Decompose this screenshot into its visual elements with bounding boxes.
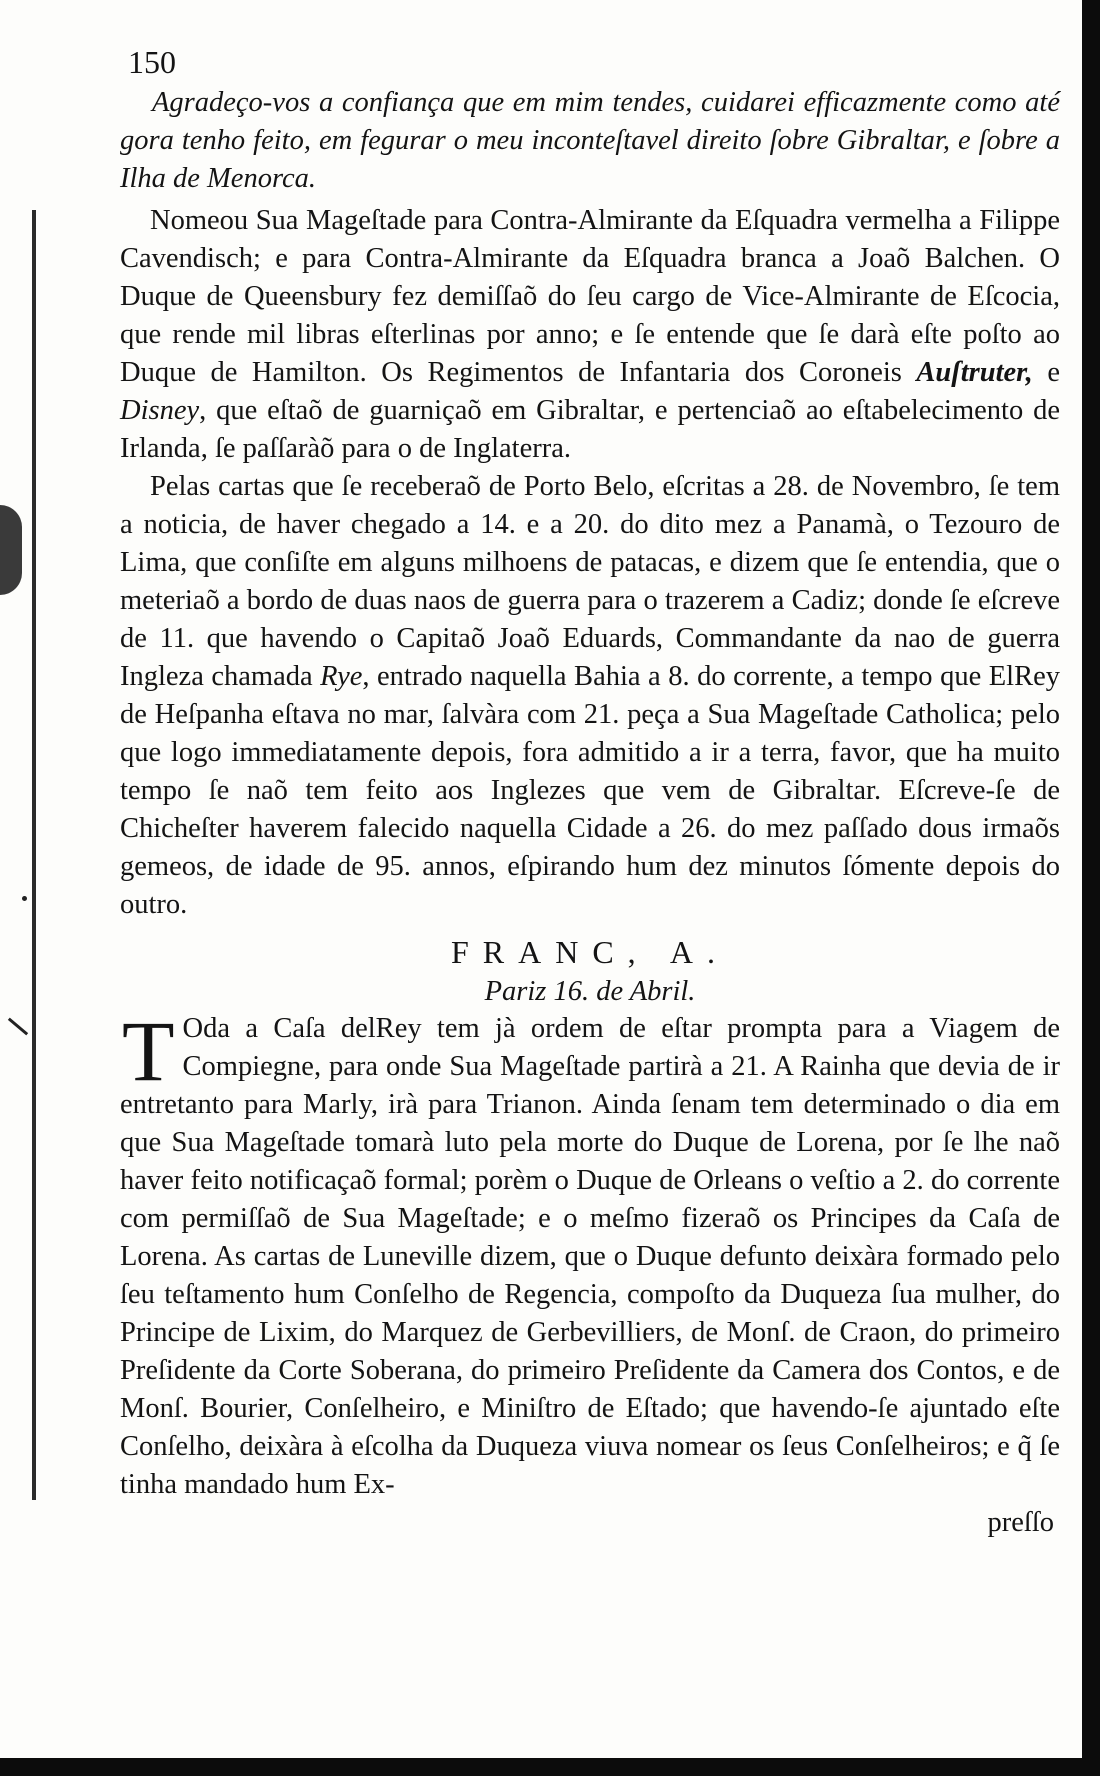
opening-italic-paragraph: Agradeço-vos a confiança que em mim tendes, cuidarei efficazmente como até gora tenho feito, em fegurar o meu inconteſtavel direito ſobre Gibraltar, e ſobre a Ilha de Menorca. [120,87,1060,194]
paragraph-porto-belo [120,468,1060,924]
catchword: preſſo [987,1507,1054,1538]
paragraph-1-text-a: Nomeou Sua Mageſtade para Contra-Almirante da Eſquadra vermelha a Filippe Cavendisch; e para Contra-Almirante da Eſquadra branca a Joaõ Balchen. O Duque de Queensbury fez demiſſaõ do ſeu cargo de Vice-Almirante de Eſcocia, que rende mil libras eſterlinas por anno; e ſe entende que ſe darà eſte poſto ao Duque de Hamilton. Os Regimentos de Infantaria dos Coroneis [120,205,1060,388]
paragraph-appointments [120,202,1060,468]
drop-cap: T [122,1003,175,1099]
paragraph-1-text-b: e [1032,357,1060,388]
regiment-name-1: Auſtruter, [916,357,1033,388]
scan-edge-right [1082,0,1100,1776]
page-number: 150 [128,44,176,80]
binding-margin [0,210,40,1500]
ship-name: Rye [320,661,363,692]
regiment-name-2: Disney [120,395,200,426]
paragraph-1-text-c: , que eſtaõ de guarniçaõ em Gibraltar, e pertenciaõ ao eſtabelecimento de Irlanda, ſe paſſaràõ para o de Inglaterra. [120,395,1060,464]
ink-blot [0,505,22,595]
paragraph-paris [120,1003,1060,1504]
section-title-france: FRANC, A. [450,934,730,970]
paragraph-3-text: Oda a Caſa delRey tem jà ordem de eſtar prompta para a Viagem de Compiegne, para onde Sua Mageſtade partirà a 21. A Rainha que devia de ir entretanto para Marly, irà para Trianon. Ainda ſenam tem determinado o dia em que Sua Mageſtade tomarà luto pela morte do Duque de Lorena, por ſe lhe naõ haver feito notificaçaõ formal; porèm o Duque de Orleans o veſtio a 2. do corrente com permiſſaõ de Sua Mageſtade; e o meſmo fizeraõ os Principes da Caſa de Lorena. As cartas de Luneville dizem, que o Duque defunto deixàra formado pelo ſeu teſtamento hum Conſelho de Regencia, compoſto da Duqueza ſua mulher, do Principe de Lixim, do Marquez de Gerbevilliers, de Monſ. de Craon, do primeiro Preſidente da Corte Soberana, do primeiro Preſidente da Camera dos Contos, e de Monſ. Bourier, Conſelheiro, e Miniſtro de Eſtado; que havendo-ſe ajuntado eſte Conſelho, deixàra à eſcolha da Duqueza viuva nomear os ſeus Conſelheiros; e q̃ ſe tinha mandado hum Ex- [120,1013,1060,1500]
binding-line [32,210,36,1500]
paragraph-2-text-a: Pelas cartas que ſe receberaõ de Porto Belo, eſcritas a 28. de Novembro, ſe tem a noticia, de haver chegado a 14. e a 20. do dito mez a Panamà, o Tezouro de Lima, que conſiſte em alguns milhoens de patacas, e dizem que ſe entendia, que o meteriaõ a bordo de duas naos de guerra para o trazerem a Cadiz; donde ſe eſcreve de 11. que havendo o Capitaõ Joaõ Eduards, Commandante da nao de guerra Ingleza chamada [120,471,1060,692]
scan-edge-bottom [0,1758,1100,1776]
ink-dot [22,896,27,901]
text-column [120,40,1060,1542]
ink-mark [8,1018,28,1036]
paragraph-2-text-b: , entrado naquella Bahia a 8. do corrente, a tempo que ElRey de Heſpanha eſtava no mar, ſalvàra com 21. peça a Sua Mageſtade Catholica; pelo que logo immediatamente depois, fora admitido a ir a terra, favor, que ha muito tempo ſe naõ tem feito aos Inglezes que vem de Gibraltar. Eſcreve-ſe de Chicheſter haverem falecido naquella Cidade a 26. do mez paſſado dous irmaõs gemeos, de idade de 95. annos, eſpirando hum dez minutos ſómente depois do outro. [120,661,1060,920]
dateline-paris: Pariz 16. de Abril. [484,976,696,1007]
